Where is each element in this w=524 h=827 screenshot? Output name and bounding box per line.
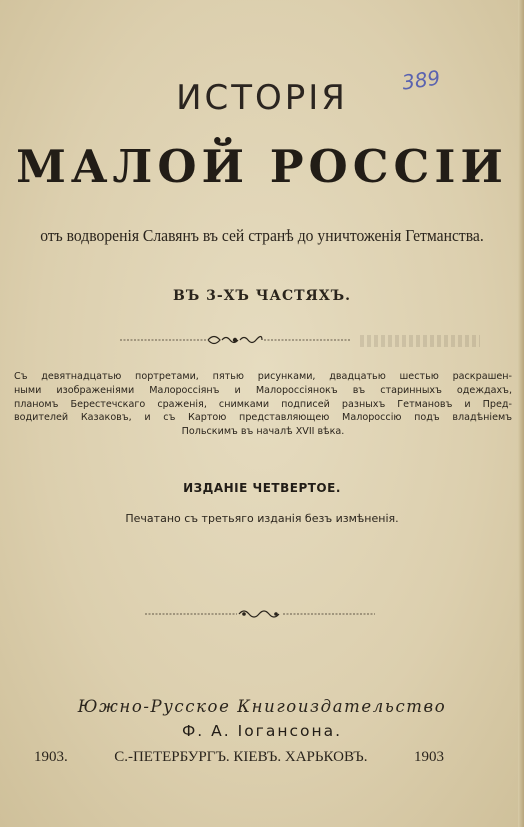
description-line: Съ девятнадцатью портретами, пятью рисунками, двадцатью шестью раскрашен-: [14, 371, 512, 382]
printed-note: Печатано съ третьяго изданія безъ измѣненія.: [125, 512, 399, 525]
description-line: водителей Казаковъ, и съ Картою представляющею Малороссію подъ владѣніемъ: [14, 412, 512, 424]
imprint-cities: С.-ПЕТЕРБУРГЪ. КІЕВЪ. ХАРЬКОВЪ.: [114, 749, 368, 765]
description-block: [14, 370, 512, 439]
top-ornament-divider: [120, 330, 350, 350]
bottom-ornament-divider: [145, 604, 375, 624]
title-line-1: ИСТОРІЯ: [176, 78, 348, 118]
description-line: Польскимъ въ началѣ XVII вѣка.: [181, 426, 345, 438]
imprint-year-left: 1903.: [34, 749, 68, 765]
edition-label: ИЗДАНІЕ ЧЕТВЕРТОЕ.: [183, 481, 341, 495]
description-line: ными изображеніями Малороссіянъ и Малороссіянокъ въ старинныхъ одеждахъ,: [14, 384, 512, 396]
parts-note: ВЪ 3-ХЪ ЧАСТЯХЪ.: [173, 288, 351, 304]
publisher-name: Южно-Русское Книгоиздательство: [77, 697, 447, 716]
publisher-owner: Ф. А. Іогансона.: [181, 722, 343, 740]
description-line: планомъ Берестечскаго сраженія, снимками подписей разныхъ Гетмановъ и Пред-: [14, 398, 512, 410]
imprint-year-right: 1903: [413, 749, 444, 765]
bleed-through-text: [360, 335, 480, 347]
subtitle: отъ водворенія Славянъ въ сей странѣ до уничтоженія Гетманства.: [40, 226, 484, 245]
imprint-line: [34, 749, 444, 766]
library-shelf-number: 389: [400, 65, 442, 95]
title-line-2: МАЛОЙ РОССІИ: [16, 140, 508, 193]
